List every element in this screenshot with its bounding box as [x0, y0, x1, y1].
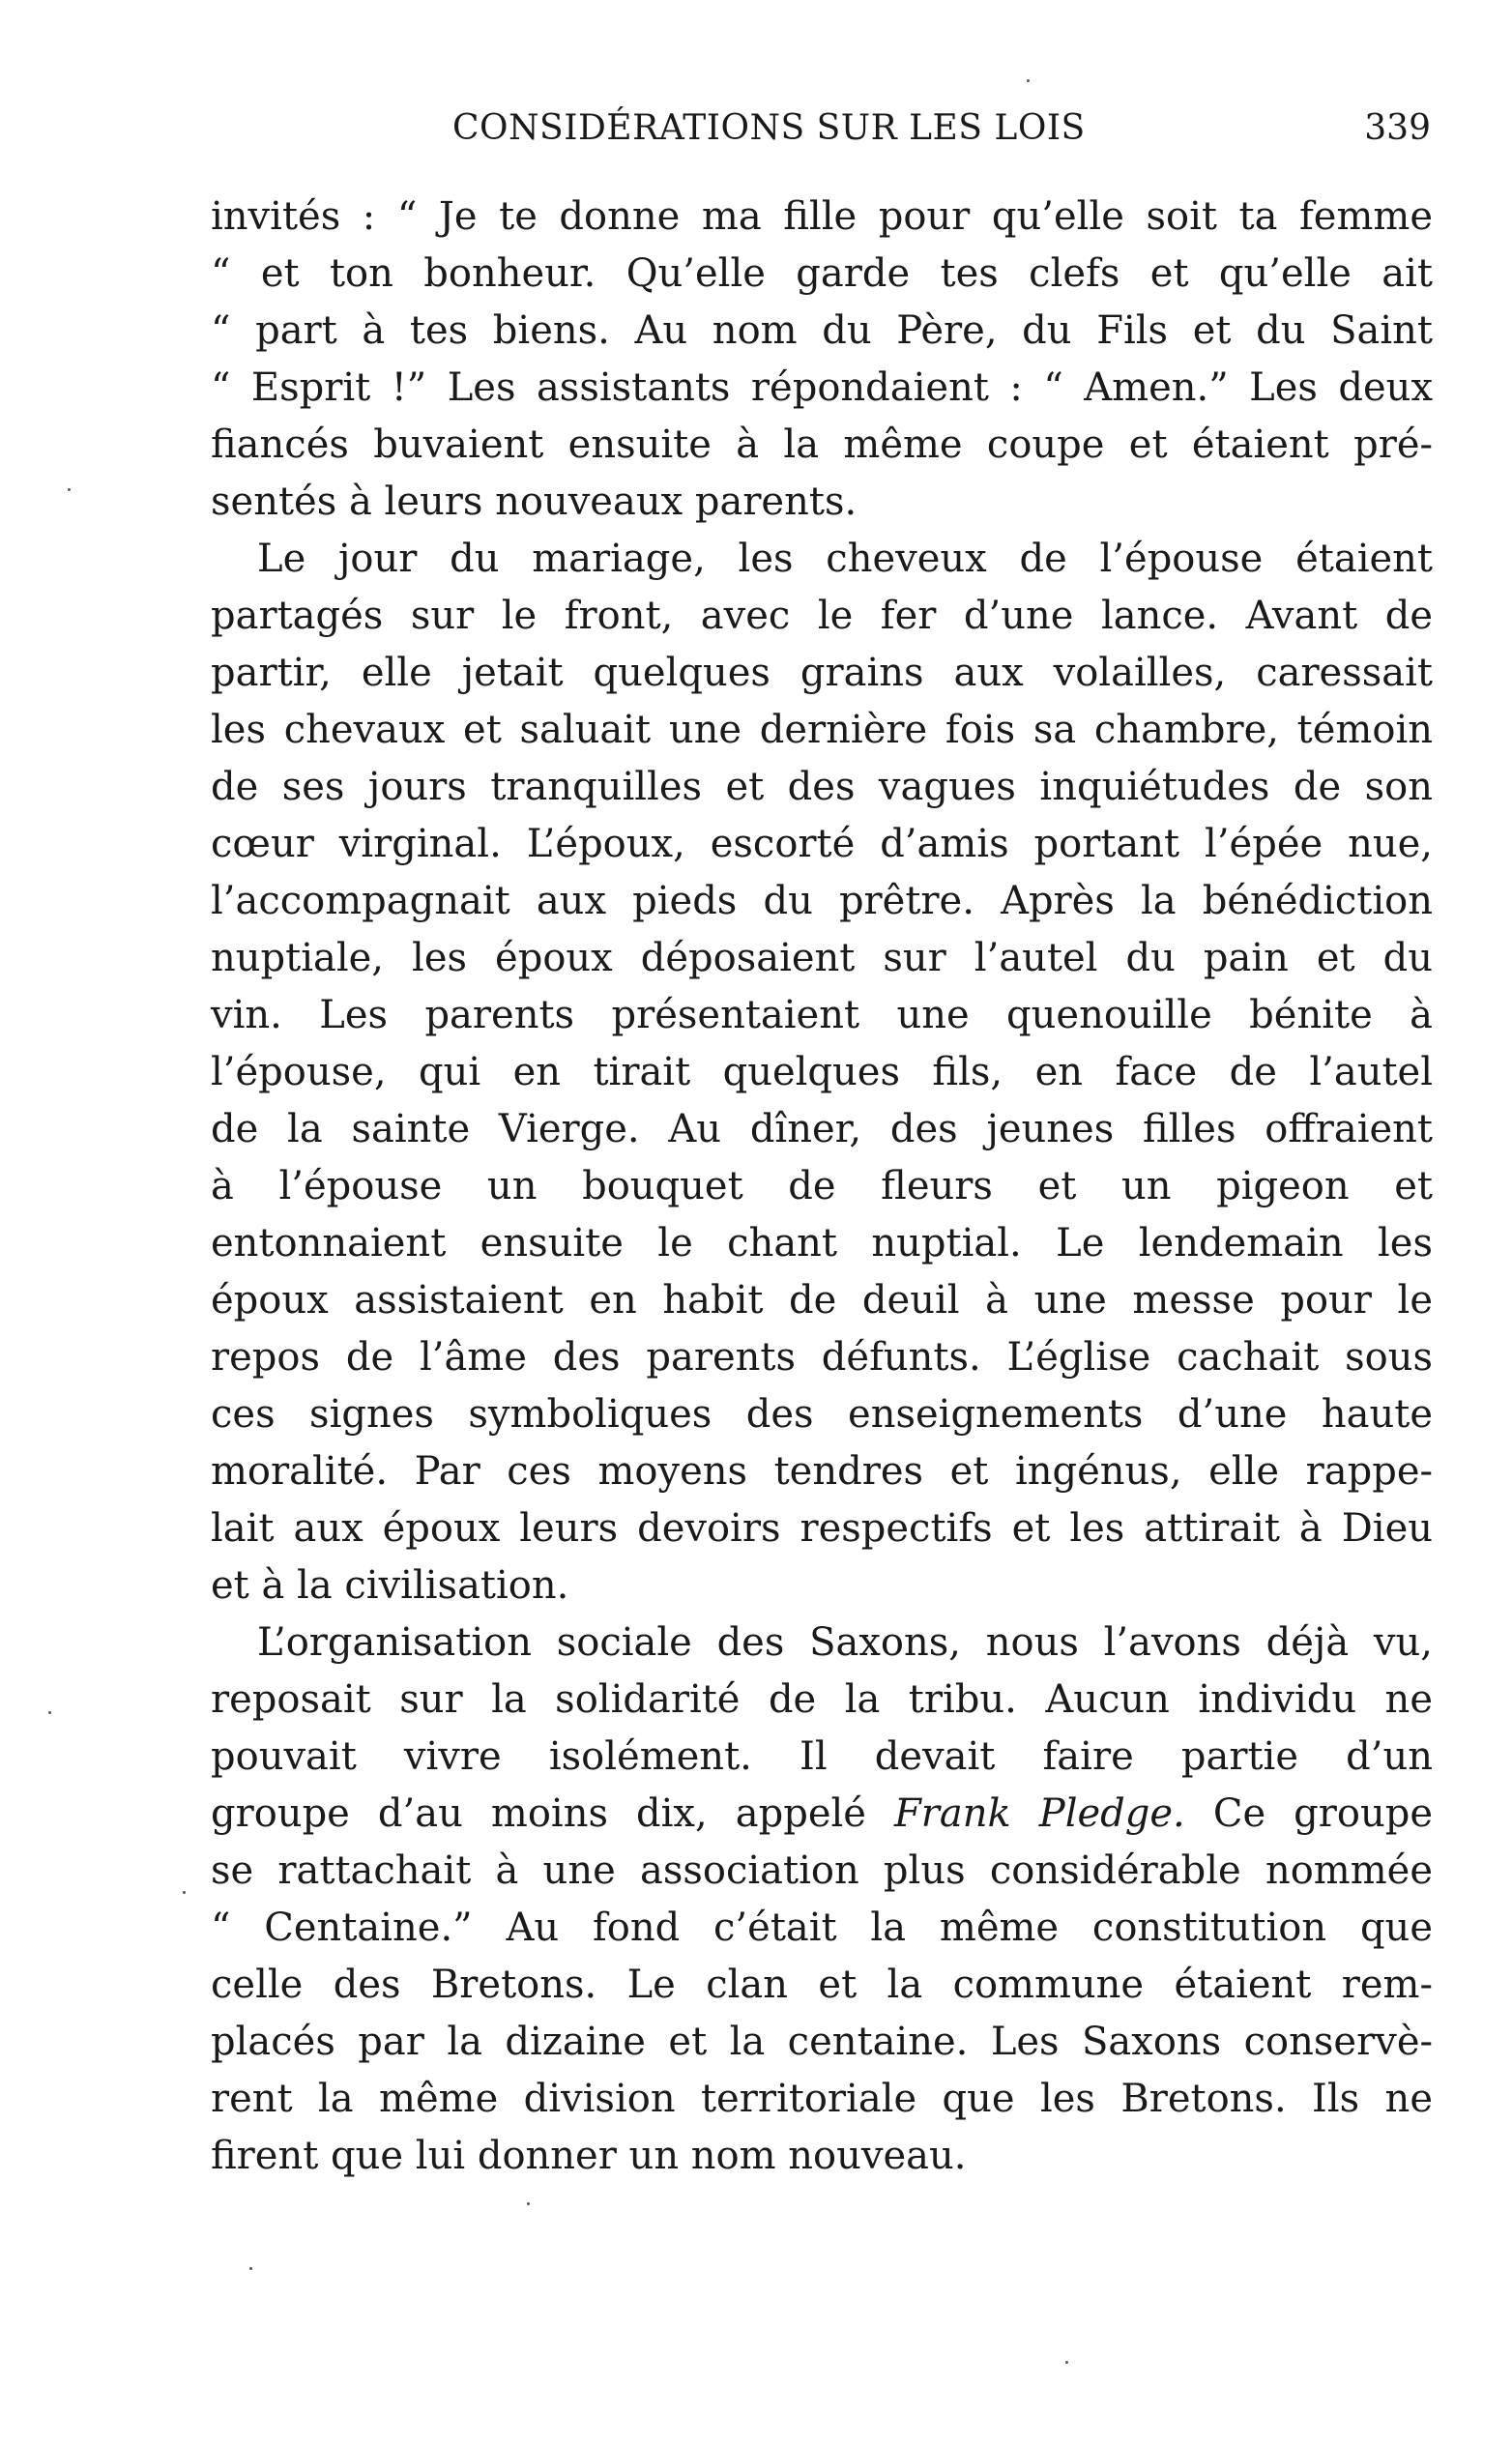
text-line: “ et ton bonheur. Qu’elle garde tes clefs et qu’elle ait	[211, 251, 1433, 296]
paper-speck	[183, 1891, 186, 1894]
page-number: 339	[1364, 108, 1431, 148]
text-line: les chevaux et saluait une dernière fois sa chambre, témoin	[211, 708, 1433, 752]
body-text	[211, 189, 1433, 2185]
text-line: entonnaient ensuite le chant nuptial. Le lendemain les	[211, 1221, 1433, 1266]
text-line: firent que lui donner un nom nouveau.	[211, 2134, 967, 2178]
text-line: “ part à tes biens. Au nom du Père, du Fils et du Saint	[211, 308, 1433, 353]
paper-speck	[68, 488, 71, 491]
text-line: à l’épouse un bouquet de fleurs et un pigeon et	[211, 1164, 1433, 1208]
text-line: celle des Bretons. Le clan et la commune étaient rem-	[211, 1963, 1433, 2007]
paragraph-1	[211, 189, 1433, 531]
paragraph-2	[211, 531, 1433, 1615]
text-line: partir, elle jetait quelques grains aux volailles, caressait	[211, 651, 1433, 695]
text-line: fiancés buvaient ensuite à la même coupe et étaient pré-	[211, 422, 1433, 467]
text-line-with-italic	[211, 1786, 1433, 1843]
text-line: pouvait vivre isolément. Il devait faire partie d’un	[211, 1734, 1433, 1779]
text-line: ces signes symboliques des enseignements d’une haute	[211, 1392, 1433, 1437]
text-line: rent la même division territoriale que les Bretons. Ils ne	[211, 2077, 1433, 2121]
paper-speck	[1027, 79, 1030, 82]
text-line: vin. Les parents présentaient une quenouille bénite à	[211, 993, 1433, 1037]
paper-speck	[527, 2202, 530, 2205]
paragraph-3	[211, 1615, 1433, 2185]
italic-term: Frank Pledge.	[894, 1791, 1185, 1836]
text-fragment: Ce groupe	[1184, 1791, 1434, 1836]
text-line: “ Centaine.” Au fond c’était la même constitution que	[211, 1906, 1433, 1950]
text-line: se rattachait à une association plus considérable nommée	[211, 1848, 1433, 1893]
text-line: L’organisation sociale des Saxons, nous l’avons déjà vu,	[257, 1620, 1433, 1665]
text-fragment: groupe d’au moins dix, appelé	[211, 1791, 895, 1836]
text-line: Le jour du mariage, les cheveux de l’épouse étaient	[257, 537, 1433, 581]
text-line: reposait sur la solidarité de la tribu. Aucun individu ne	[211, 1677, 1433, 1722]
text-line: de la sainte Vierge. Au dîner, des jeunes filles offraient	[211, 1107, 1433, 1151]
text-line: époux assistaient en habit de deuil à une messe pour le	[211, 1278, 1433, 1323]
text-line: et à la civilisation.	[211, 1563, 569, 1608]
text-line: sentés à leurs nouveaux parents.	[211, 480, 858, 524]
text-line: repos de l’âme des parents défunts. L’église cachait sous	[211, 1335, 1433, 1380]
text-line: placés par la dizaine et la centaine. Les Saxons conservè-	[211, 2020, 1433, 2064]
text-line: moralité. Par ces moyens tendres et ingénus, elle rappe-	[211, 1449, 1433, 1494]
text-line: l’accompagnait aux pieds du prêtre. Après la bénédiction	[211, 879, 1433, 923]
running-title: CONSIDÉRATIONS SUR LES LOIS	[452, 108, 1086, 148]
text-line: partagés sur le front, avec le fer d’une lance. Avant de	[211, 594, 1433, 638]
paper-speck	[249, 2267, 252, 2270]
text-line: de ses jours tranquilles et des vagues inquiétudes de son	[211, 765, 1433, 809]
running-head	[211, 108, 1431, 166]
text-line: “ Esprit !” Les assistants répondaient : “ Amen.” Les deux	[211, 365, 1433, 410]
text-line: lait aux époux leurs devoirs respectifs et les attirait à Dieu	[211, 1506, 1433, 1551]
text-line: l’épouse, qui en tirait quelques fils, en face de l’autel	[211, 1050, 1433, 1094]
paper-speck	[1065, 2361, 1068, 2364]
text-line: invités : “ Je te donne ma fille pour qu’elle soit ta femme	[211, 194, 1433, 239]
paper-speck	[48, 1711, 51, 1714]
text-line: nuptiale, les époux déposaient sur l’autel du pain et du	[211, 936, 1433, 980]
text-line: cœur virginal. L’époux, escorté d’amis portant l’épée nue,	[211, 822, 1433, 866]
